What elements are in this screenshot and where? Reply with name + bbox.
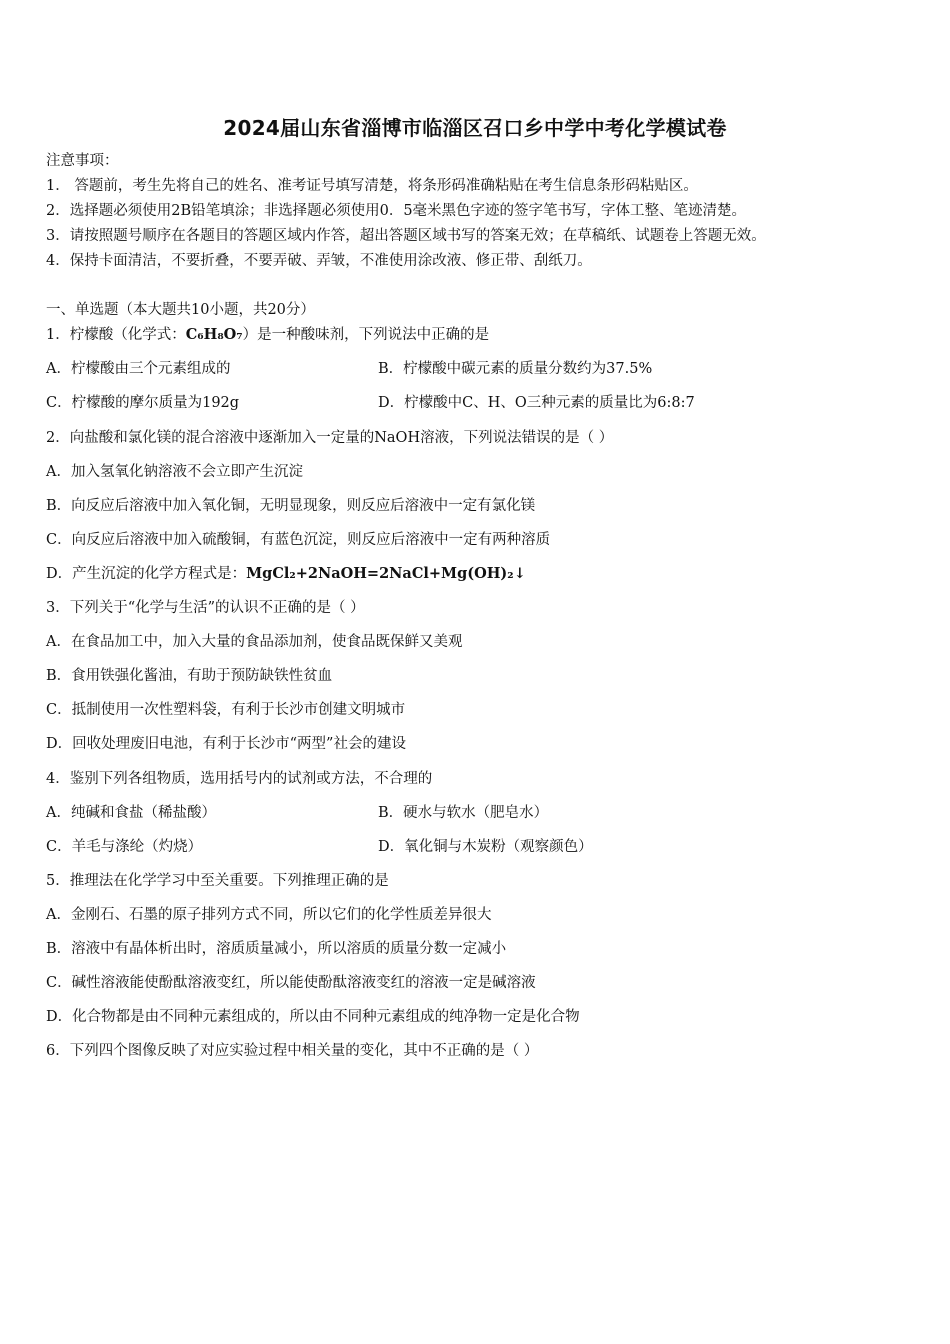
q1-option-c: C．柠檬酸的摩尔质量为192g — [46, 395, 240, 411]
q4-option-a: A．纯碱和食盐（稀盐酸） — [46, 805, 216, 821]
q4-option-d: D．氧化铜与木炭粉（观察颜色） — [378, 839, 593, 855]
q3-option-a: A．在食品加工中，加入大量的食品添加剂，使食品既保鲜又美观 — [46, 634, 463, 650]
q5-option-a: A．金刚石、石墨的原子排列方式不同，所以它们的化学性质差异很大 — [46, 907, 492, 923]
q3-stem: 3．下列关于“化学与生活”的认识不正确的是（ ） — [46, 600, 365, 616]
q1-option-b: B．柠檬酸中碳元素的质量分数约为37.5% — [378, 361, 653, 377]
q5-option-b: B．溶液中有晶体析出时，溶质质量减小，所以溶质的质量分数一定减小 — [46, 941, 507, 957]
q2-equation: MgCl₂+2NaOH=2NaCl+Mg(OH)₂↓ — [246, 565, 526, 582]
notice-heading: 注意事项： — [46, 153, 119, 169]
q1-stem-post: ）是一种酸味剂，下列说法中正确的是 — [242, 327, 490, 343]
q4-option-b: B．硬水与软水（肥皂水） — [378, 805, 549, 821]
notice-item-1: 1． 答题前，考生先将自己的姓名、准考证号填写清楚，将条形码准确粘贴在考生信息条形码粘贴区。 — [46, 178, 698, 194]
q2-stem: 2．向盐酸和氯化镁的混合溶液中逐渐加入一定量的NaOH溶液，下列说法错误的是（ ） — [46, 430, 614, 446]
q2-option-b: B．向反应后溶液中加入氧化铜，无明显现象，则反应后溶液中一定有氯化镁 — [46, 498, 536, 514]
q1-option-d: D．柠檬酸中C、H、O三种元素的质量比为6:8:7 — [378, 395, 695, 411]
q3-option-b: B．食用铁强化酱油，有助于预防缺铁性贫血 — [46, 668, 333, 684]
q2-option-d — [46, 564, 526, 584]
notice-item-2: 2．选择题必须使用2B铅笔填涂；非选择题必须使用0．5毫米黑色字迹的签字笔书写，字体工整、笔迹清楚。 — [46, 203, 747, 219]
section-heading: 一、单选题（本大题共10小题，共20分） — [46, 302, 315, 318]
q4-option-c: C．羊毛与涤纶（灼烧） — [46, 839, 203, 855]
q2-option-d-pre: D．产生沉淀的化学方程式是： — [46, 566, 247, 582]
q1-option-a: A．柠檬酸由三个元素组成的 — [46, 361, 231, 377]
notice-item-4: 4．保持卡面清洁，不要折叠，不要弄破、弄皱，不准使用涂改液、修正带、刮纸刀。 — [46, 253, 592, 269]
exam-title: 2024届山东省淄博市临淄区召口乡中学中考化学模试卷 — [223, 116, 727, 140]
q5-option-d: D．化合物都是由不同种元素组成的，所以由不同种元素组成的纯净物一定是化合物 — [46, 1009, 580, 1025]
q2-option-c: C．向反应后溶液中加入硫酸铜，有蓝色沉淀，则反应后溶液中一定有两种溶质 — [46, 532, 551, 548]
q5-option-c: C．碱性溶液能使酚酞溶液变红，所以能使酚酞溶液变红的溶液一定是碱溶液 — [46, 975, 536, 991]
q1-stem-pre: 1．柠檬酸（化学式： — [46, 327, 186, 343]
q4-stem: 4．鉴别下列各组物质，选用括号内的试剂或方法，不合理的 — [46, 771, 433, 787]
q3-option-d: D．回收处理废旧电池，有利于长沙市“两型”社会的建设 — [46, 736, 406, 752]
q2-option-a: A．加入氢氧化钠溶液不会立即产生沉淀 — [46, 464, 303, 480]
q5-stem: 5．推理法在化学学习中至关重要。下列推理正确的是 — [46, 873, 389, 889]
q1-formula: C₆H₈O₇ — [185, 326, 243, 343]
q6-stem: 6．下列四个图像反映了对应实验过程中相关量的变化，其中不正确的是（ ） — [46, 1043, 539, 1059]
q3-option-c: C．抵制使用一次性塑料袋，有利于长沙市创建文明城市 — [46, 702, 406, 718]
notice-item-3: 3．请按照题号顺序在各题目的答题区域内作答，超出答题区域书写的答案无效；在草稿纸、试题卷上答题无效。 — [46, 228, 766, 244]
q1-stem — [46, 325, 489, 345]
